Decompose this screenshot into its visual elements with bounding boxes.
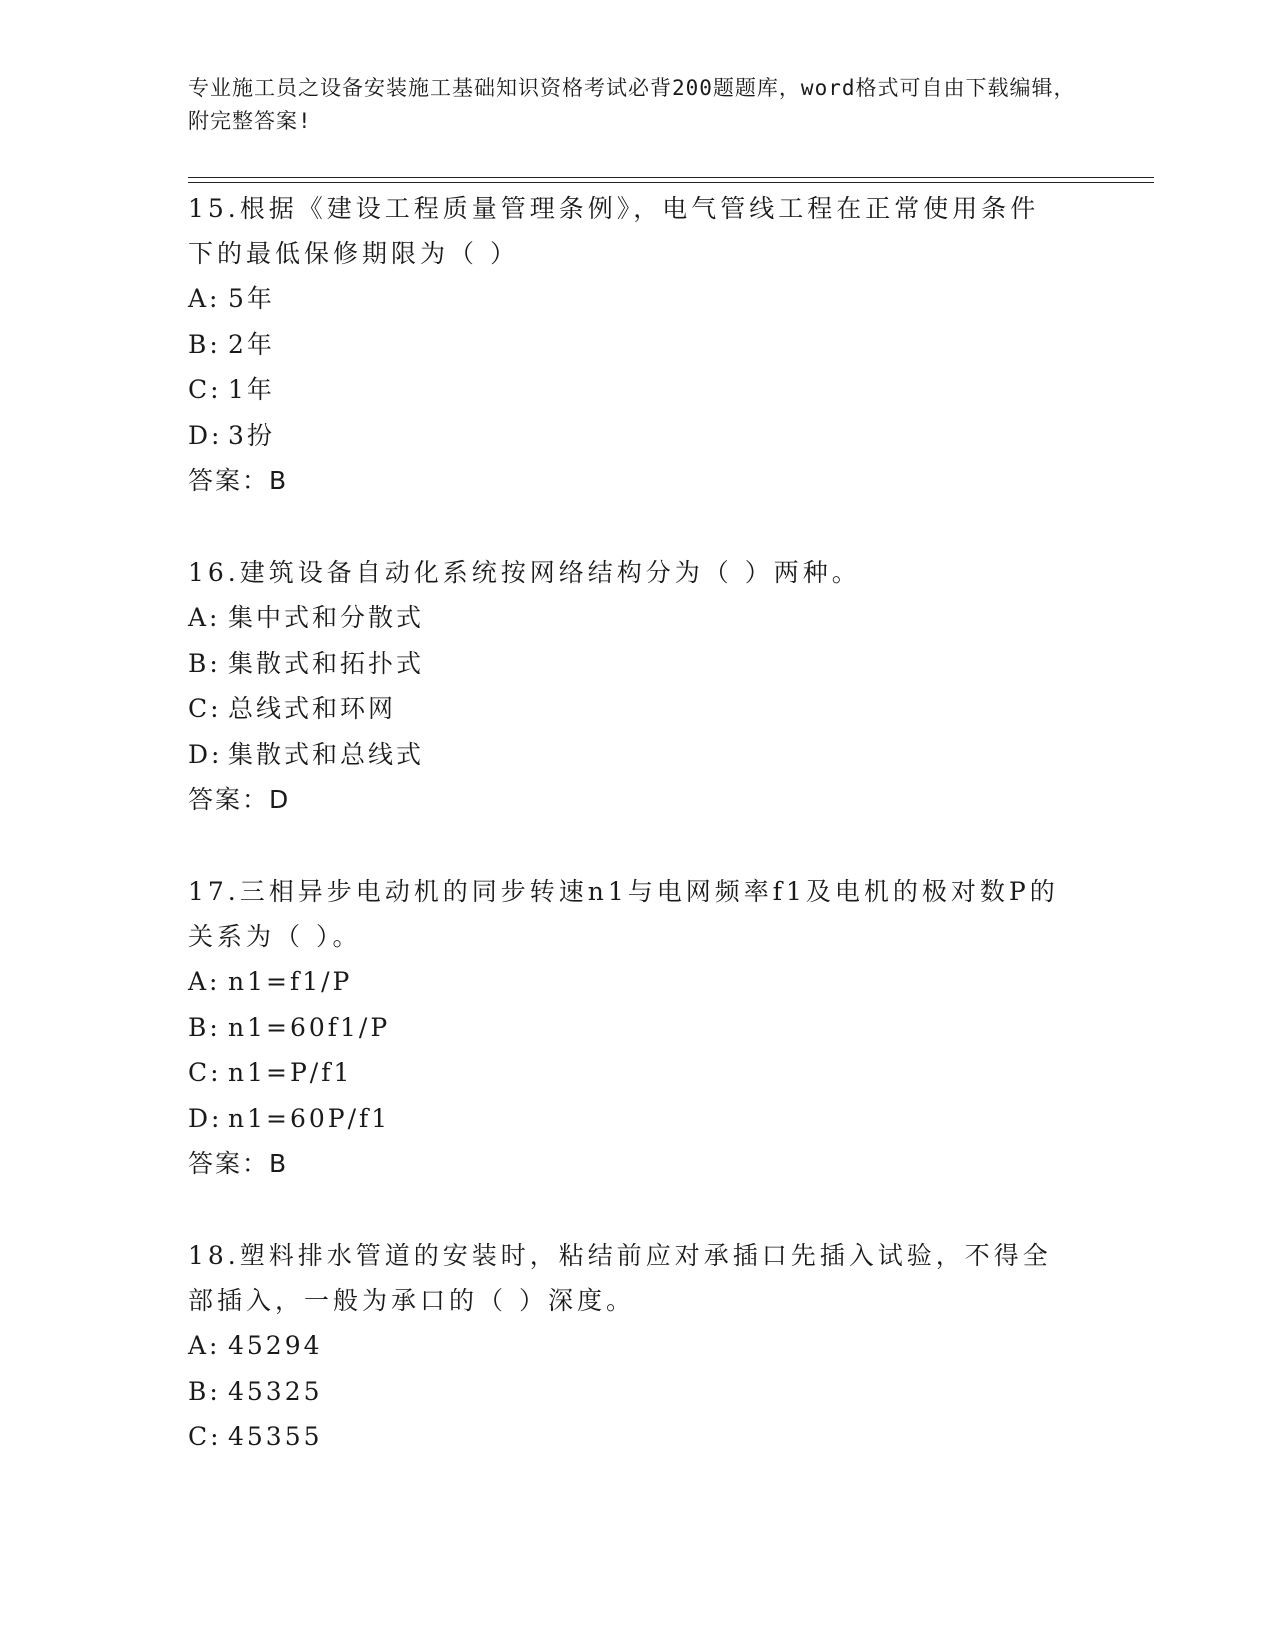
answer-line: 答案：D (188, 785, 291, 814)
option-text: 45325 (228, 1376, 323, 1406)
question-stem: 15.根据《建设工程质量管理条例》，电气管线工程在正常使用条件下的最低保修期限为（ ） (188, 194, 1040, 268)
option-text: n1=P/f1 (228, 1058, 353, 1087)
option-d (188, 732, 1068, 778)
option-b (188, 1005, 1068, 1051)
question-stem: 16.建筑设备自动化系统按网络结构分为（ ）两种。 (188, 558, 861, 587)
question-16 (188, 550, 1068, 822)
option-text: 3扮 (228, 420, 275, 450)
option-text: 集中式和分散式 (228, 603, 425, 632)
question-17 (188, 869, 1068, 1186)
option-text: n1=60f1/P (228, 1012, 391, 1042)
option-letter: A: (188, 284, 221, 313)
option-letter: C: (188, 375, 222, 404)
answer-line: 答案：B (188, 1149, 289, 1178)
option-c (188, 367, 1068, 413)
option-letter: D: (188, 420, 223, 450)
option-text: 45355 (228, 1422, 323, 1451)
option-a (188, 276, 1068, 322)
option-text: 45294 (228, 1331, 323, 1360)
question-stem: 17.三相异步电动机的同步转速n1与电网频率f1及电机的极对数P的关系为（ ）。 (188, 877, 1059, 951)
option-letter: B: (188, 329, 221, 359)
option-letter: B: (188, 1376, 221, 1406)
option-text: 集散式和总线式 (228, 739, 425, 769)
option-letter: B: (188, 1012, 221, 1042)
option-letter: D: (188, 739, 223, 769)
question-stem: 18.塑料排水管道的安装时，粘结前应对承插口先插入试验，不得全部插入，一般为承口的（ ）深度。 (188, 1241, 1052, 1315)
option-letter: A: (188, 1331, 221, 1360)
option-a (188, 959, 1068, 1005)
answer-line: 答案：B (188, 466, 289, 495)
option-a (188, 1323, 1068, 1369)
option-text: 5年 (228, 284, 275, 313)
option-c (188, 1414, 1068, 1460)
option-letter: A: (188, 967, 221, 996)
option-text: n1=f1/P (228, 967, 353, 996)
option-b (188, 641, 1068, 687)
option-text: n1=60P/f1 (228, 1103, 391, 1133)
option-c (188, 1050, 1068, 1096)
document-header: 专业施工员之设备安装施工基础知识资格考试必背200题题库，word格式可自由下载编辑，附完整答案! (188, 76, 1076, 133)
option-b (188, 1369, 1068, 1415)
option-d (188, 1096, 1068, 1142)
option-letter: D: (188, 1103, 223, 1133)
option-b (188, 322, 1068, 368)
option-d (188, 413, 1068, 459)
option-text: 2年 (228, 329, 275, 359)
option-letter: C: (188, 1422, 222, 1451)
option-text: 总线式和环网 (228, 694, 397, 723)
option-letter: A: (188, 603, 221, 632)
option-text: 1年 (228, 375, 275, 404)
header-divider-top (188, 177, 1154, 178)
question-15 (188, 186, 1068, 503)
option-letter: B: (188, 648, 221, 678)
option-letter: C: (188, 694, 222, 723)
option-c (188, 686, 1068, 732)
option-letter: C: (188, 1058, 222, 1087)
option-text: 集散式和拓扑式 (228, 648, 425, 678)
question-18 (188, 1233, 1068, 1460)
header-divider-bottom (188, 182, 1154, 183)
option-a (188, 595, 1068, 641)
